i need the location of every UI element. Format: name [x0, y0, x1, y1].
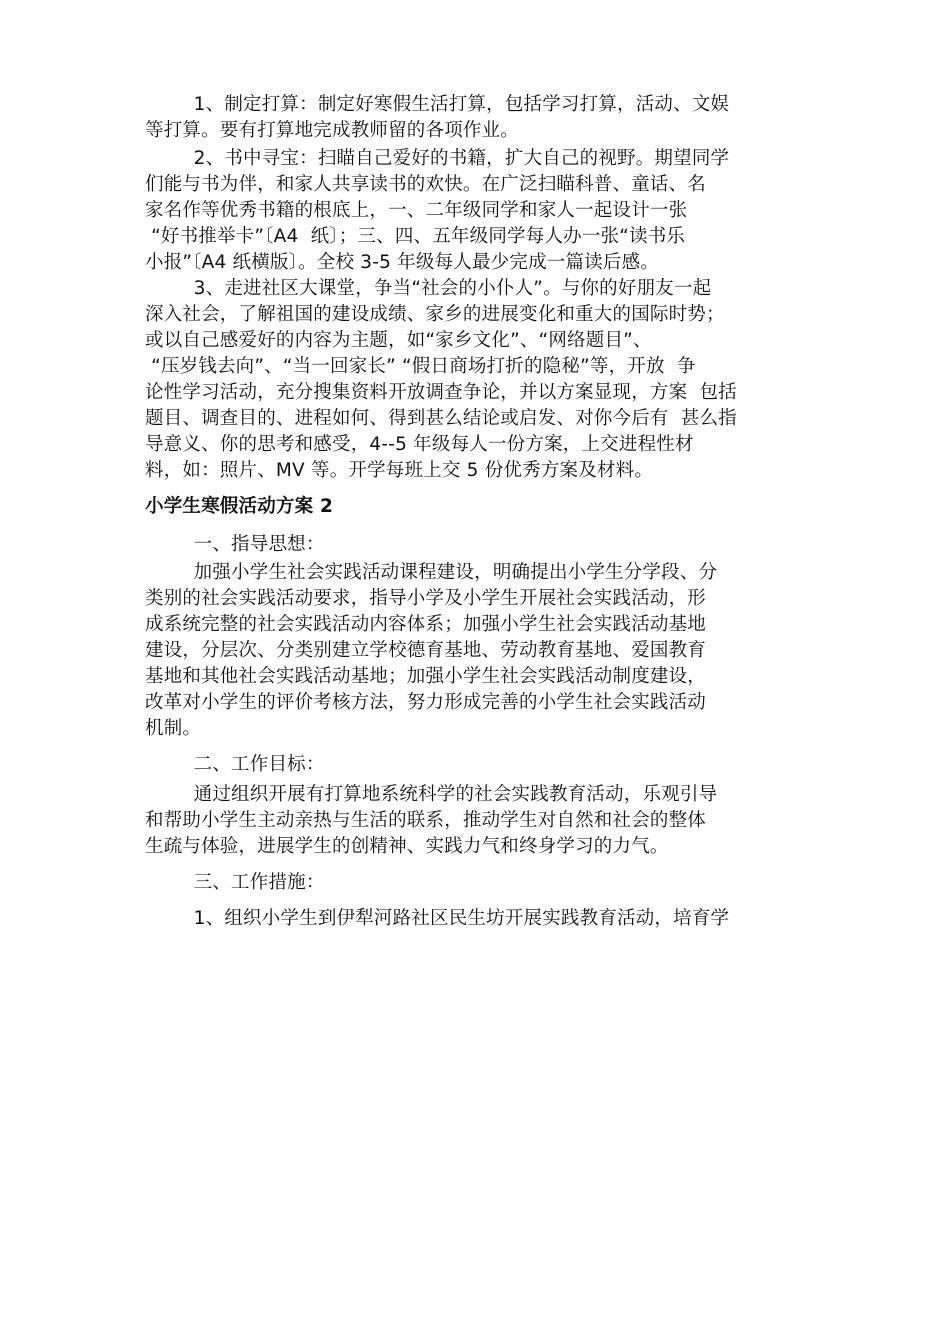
- text-line: 小报”〔A4 纸横版〕。全校 3-5 年级每人最少完成一篇读后感。: [145, 252, 659, 273]
- text-line: 生疏与体验，进展学生的创精神、实践力气和终身学习的力气。: [145, 836, 669, 857]
- text-line: 三、工作措施：: [145, 872, 325, 893]
- text-line: 论性学习活动，充分搜集资料开放调查争论，并以方案显现，方案 包括: [145, 382, 737, 403]
- text-line: 建设，分层次、分类别建立学校德育基地、劳动教育基地、爱国教育: [145, 640, 707, 661]
- text-line: 题目、调查目的、进程如何、得到甚么结论或启发、对你今后有 甚么指: [145, 408, 737, 429]
- text-line: 1、制定打算：制定好寒假生活打算，包括学习打算，活动、文娱: [145, 94, 730, 115]
- text-line: 2、书中寻宝：扫瞄自己爱好的书籍，扩大自己的视野。期望同学: [145, 148, 730, 169]
- text-line: 3、走进社区大课堂，争当“社会的小仆人”。与你的好朋友一起: [145, 278, 712, 299]
- text-line: 家名作等优秀书籍的根底上，一、二年级同学和家人一起设计一张: [145, 200, 688, 221]
- section-heading: 小学生寒假活动方案 2: [145, 496, 334, 517]
- text-line: 加强小学生社会实践活动课程建设，明确提出小学生分学段、分: [145, 562, 718, 583]
- text-line: “压岁钱去向”、“当一回家长” “假日商场打折的隐秘”等，开放 争: [145, 356, 696, 377]
- text-line: 料，如：照片、MV 等。开学每班上交 5 份优秀方案及材料。: [145, 460, 654, 481]
- text-line: 基地和其他社会实践活动基地；加强小学生社会实践活动制度建设，: [145, 666, 707, 687]
- text-line: 们能与书为伴，和家人共享读书的欢快。在广泛扫瞄科普、童话、名: [145, 174, 707, 195]
- text-line: 通过组织开展有打算地系统科学的社会实践教育活动，乐观引导: [145, 784, 718, 805]
- text-line: 成系统完整的社会实践活动内容体系；加强小学生社会实践活动基地: [145, 614, 707, 635]
- text-line: 等打算。要有打算地完成教师留的各项作业。: [145, 120, 520, 141]
- text-line: 改革对小学生的评价考核方法，努力形成完善的小学生社会实践活动: [145, 692, 707, 713]
- text-line: 深入社会，了解祖国的建设成绩、家乡的进展变化和重大的国际时势；: [145, 304, 725, 325]
- text-line: “好书推举卡”〔A4 纸〕；三、四、五年级同学每人办一张“读书乐: [145, 226, 686, 247]
- text-line: 和帮助小学生主动亲热与生活的联系，推动学生对自然和社会的整体: [145, 810, 707, 831]
- text-line: 一、指导思想：: [145, 534, 325, 555]
- text-line: 或以自己感爱好的内容为主题，如“家乡文化”、“网络题目”、: [145, 330, 652, 351]
- text-line: 1、组织小学生到伊犁河路社区民生坊开展实践教育活动，培育学: [145, 908, 730, 929]
- text-line: 导意义、你的思考和感受，4--5 年级每人一份方案，上交进程性材: [145, 434, 694, 455]
- text-line: 类别的社会实践活动要求，指导小学及小学生开展社会实践活动，形: [145, 588, 707, 609]
- text-line: 二、工作目标：: [145, 754, 325, 775]
- text-line: 机制。: [145, 718, 202, 739]
